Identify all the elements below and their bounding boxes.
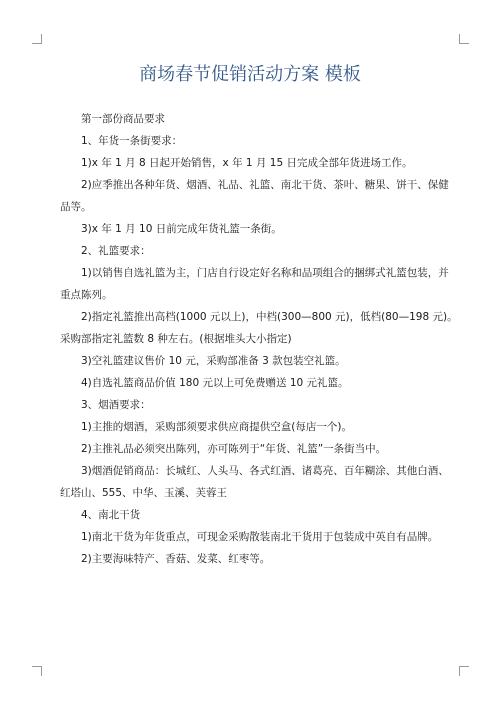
crop-mark-top-left [32,34,42,44]
paragraph-continuation: 重点陈列。 [60,289,113,301]
paragraph: 2)应季推出各种年货、烟酒、礼品、礼篮、南北干货、茶叶、糖果、饼干、保健 [81,179,449,191]
paragraph-continuation: 红塔山、555、中华、玉溪、芙蓉王 [60,487,228,499]
crop-mark-top-right [459,34,469,44]
paragraph: 1)南北干货为年货重点，可现金采购散装南北干货用于包装成中英自有品牌。 [81,531,439,543]
section-heading: 1、年货一条街要求： [81,135,183,147]
document-body [60,108,458,570]
part-heading: 第一部份商品要求 [81,113,165,125]
paragraph: 2)主要海味特产、香菇、发菜、红枣等。 [81,553,271,565]
paragraph: 1)以销售自选礼篮为主，门店自行设定好名称和品项组合的捆绑式礼篮包装，并 [81,267,449,279]
crop-mark-bottom-left [32,666,42,676]
paragraph: 1)主推的烟酒，采购部须要求供应商提供空盒(每店一个)。 [81,421,352,433]
document-title: 商场春节促销活动方案 模板 [139,64,361,85]
paragraph: 3)烟酒促销商品：长城红、人头马、各式红酒、诸葛亮、百年糊涂、其他白酒、 [81,465,449,477]
section-heading: 3、烟酒要求： [81,399,151,411]
paragraph-continuation: 品等。 [60,201,92,213]
paragraph: 2)主推礼品必须突出陈列，亦可陈列于“年货、礼篮”一条街当中。 [81,443,387,455]
paragraph: 3)x 年 1 月 10 日前完成年货礼篮一条街。 [81,223,282,235]
section-heading: 4、南北干货 [81,509,141,521]
paragraph: 2)指定礼篮推出高档(1000 元以上)，中档(300—800 元)，低档(80—198 元)。 [81,311,458,323]
paragraph: 4)自选礼篮商品价值 180 元以上可免费赠送 10 元礼篮。 [81,377,349,389]
crop-mark-bottom-right [459,666,469,676]
paragraph: 1)x 年 1 月 8 日起开始销售，x 年 1 月 15 日完成全部年货进场工作。 [81,157,413,169]
section-heading: 2、礼篮要求： [81,245,151,257]
paragraph: 3)空礼篮建议售价 10 元，采购部准备 3 款包装空礼篮。 [81,355,346,367]
paragraph-continuation: 采购部指定礼篮数 8 种左右。(根据堆头大小指定) [60,333,292,345]
